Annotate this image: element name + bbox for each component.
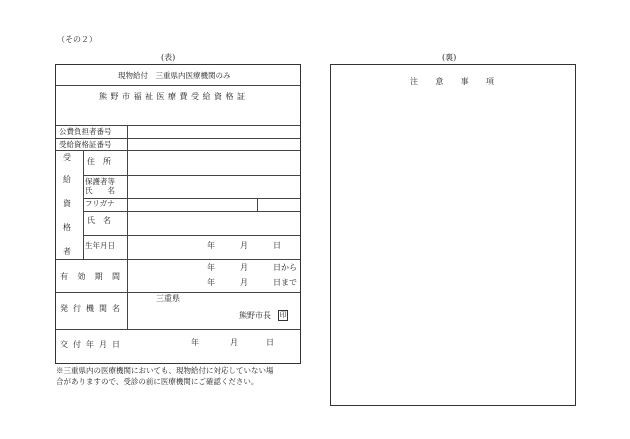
page-label: （その２）	[57, 35, 97, 44]
validity-from-year-unit: 年	[207, 263, 215, 272]
recipient-number-label: 受給資格証番号	[59, 140, 112, 149]
recipient-label-char: 給	[63, 175, 71, 184]
validity-label: 有 効 期 間	[60, 272, 120, 281]
guardian-label: 保護者等	[85, 177, 115, 186]
birth-day-unit: 日	[273, 241, 281, 250]
recipient-label-char: 格	[63, 223, 71, 232]
issue-month-unit: 月	[230, 338, 238, 347]
recipient-label-char: 受	[63, 153, 71, 162]
birth-date-label: 生年月日	[85, 241, 115, 250]
card-header: 現物給付 三重県内医療機関のみ	[118, 71, 231, 80]
birth-month-unit: 月	[240, 241, 248, 250]
notes-heading: 注 意 事 項	[410, 77, 494, 86]
front-side-label: (表)	[161, 53, 176, 62]
back-side-label: (裏)	[442, 53, 457, 62]
guardian-name-label: 氏 名	[85, 186, 115, 195]
address-label: 住 所	[87, 157, 111, 166]
validity-to-year-unit: 年	[207, 278, 215, 287]
footnote-line-2: 合がありますので、受診の前に医療機関にご確認ください。	[56, 377, 259, 386]
issue-year-unit: 年	[191, 338, 199, 347]
recipient-label-char: 資	[63, 199, 71, 208]
payer-number-label: 公費負担者番号	[59, 127, 112, 136]
birth-year-unit: 年	[207, 241, 215, 250]
validity-from-day-unit: 日から	[273, 263, 297, 272]
validity-to-day-unit: 日まで	[273, 278, 297, 287]
back-card	[330, 64, 576, 406]
issuer-mayor: 熊野市長	[239, 311, 271, 320]
name-label: 氏 名	[87, 216, 111, 225]
issue-date-label: 交 付 年 月 日	[60, 340, 120, 349]
validity-to-month-unit: 月	[240, 278, 248, 287]
issuer-label: 発 行 機 関 名	[60, 304, 120, 313]
issue-day-unit: 日	[266, 338, 274, 347]
furigana-label: フリガナ	[85, 199, 115, 208]
seal-stamp: 印	[279, 311, 287, 319]
issuer-prefecture: 三重県	[156, 294, 180, 303]
validity-from-month-unit: 月	[240, 263, 248, 272]
footnote-line-1: ※三重県内の医療機関においても、現物給付に対応していない場	[56, 366, 274, 375]
recipient-label-char: 者	[63, 247, 71, 256]
card-title: 熊 野 市 福 祉 医 療 費 受 給 資 格 証	[99, 92, 245, 101]
